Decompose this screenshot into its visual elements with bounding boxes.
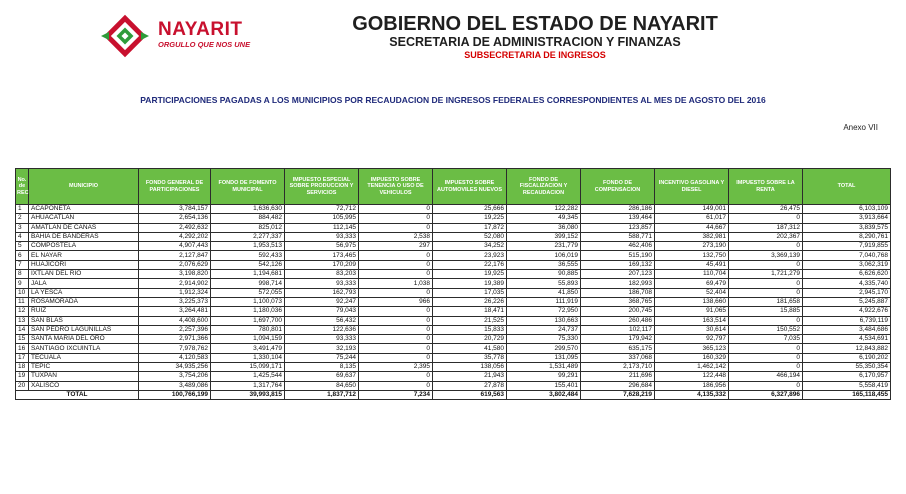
table-header-row — [16, 169, 891, 205]
column-header: MUNICIPIO — [29, 169, 139, 205]
amount-cell: 2,654,136 — [139, 214, 211, 223]
amount-cell: 21,525 — [433, 316, 507, 325]
amount-cell: 337,068 — [581, 353, 655, 362]
amount-cell: 4,907,443 — [139, 242, 211, 251]
column-header: FONDO DE COMPENSACION — [581, 169, 655, 205]
amount-cell: 3,369,139 — [729, 251, 803, 260]
row-number: 13 — [16, 316, 29, 325]
amount-cell: 382,981 — [655, 232, 729, 241]
amount-cell: 6,190,202 — [803, 353, 891, 362]
amount-cell: 19,389 — [433, 279, 507, 288]
table-row — [16, 251, 891, 260]
amount-cell: 55,350,354 — [803, 363, 891, 372]
amount-cell: 4,335,740 — [803, 279, 891, 288]
table-row — [16, 223, 891, 232]
row-number: 10 — [16, 288, 29, 297]
amount-cell: 93,333 — [285, 232, 359, 241]
amount-cell: 163,514 — [655, 316, 729, 325]
municipality-name: AHUACATLAN — [29, 214, 139, 223]
amount-cell: 966 — [359, 297, 433, 306]
amount-cell: 0 — [359, 270, 433, 279]
municipality-name: AMATLAN DE CAÑAS — [29, 223, 139, 232]
amount-cell: 162,793 — [285, 288, 359, 297]
amount-cell: 52,080 — [433, 232, 507, 241]
amount-cell: 34,252 — [433, 242, 507, 251]
column-header: IMPUESTO ESPECIAL SOBRE PRODUCCION Y SERVICIOS — [285, 169, 359, 205]
amount-cell: 296,684 — [581, 381, 655, 390]
amount-cell: 2,945,170 — [803, 288, 891, 297]
amount-cell: 4,534,691 — [803, 335, 891, 344]
column-header: INCENTIVO GASOLINA Y DIESEL — [655, 169, 729, 205]
amount-cell: 91,065 — [655, 307, 729, 316]
subsecretariat-title: SUBSECRETARIA DE INGRESOS — [464, 50, 606, 60]
amount-cell: 27,878 — [433, 381, 507, 390]
amount-cell: 0 — [729, 242, 803, 251]
amount-cell: 260,486 — [581, 316, 655, 325]
amount-cell: 44,667 — [655, 223, 729, 232]
row-number: 7 — [16, 260, 29, 269]
amount-cell: 2,257,396 — [139, 325, 211, 334]
amount-cell: 5,245,887 — [803, 297, 891, 306]
row-number: 1 — [16, 205, 29, 214]
amount-cell: 3,784,157 — [139, 205, 211, 214]
column-header: FONDO DE FISCALIZACION Y RECAUDACION — [507, 169, 581, 205]
brand-block — [158, 20, 250, 49]
amount-cell: 0 — [729, 381, 803, 390]
municipality-name: SAN PEDRO LAGUNILLAS — [29, 325, 139, 334]
municipality-name: JALA — [29, 279, 139, 288]
amount-cell: 75,244 — [285, 353, 359, 362]
amount-cell: 1,180,036 — [211, 307, 285, 316]
municipality-name: TUXPAN — [29, 372, 139, 381]
amount-cell: 21,943 — [433, 372, 507, 381]
amount-cell: 0 — [359, 205, 433, 214]
amount-cell: 56,975 — [285, 242, 359, 251]
amount-cell: 0 — [359, 316, 433, 325]
amount-cell: 3,225,373 — [139, 297, 211, 306]
row-number: 3 — [16, 223, 29, 232]
municipality-name: ROSAMORADA — [29, 297, 139, 306]
amount-cell: 211,696 — [581, 372, 655, 381]
amount-cell: 4,120,583 — [139, 353, 211, 362]
amount-cell: 6,170,957 — [803, 372, 891, 381]
amount-cell: 139,464 — [581, 214, 655, 223]
row-number: 2 — [16, 214, 29, 223]
amount-cell: 0 — [729, 260, 803, 269]
amount-cell: 93,333 — [285, 335, 359, 344]
row-number: 20 — [16, 381, 29, 390]
amount-cell: 69,479 — [655, 279, 729, 288]
amount-cell: 572,055 — [211, 288, 285, 297]
amount-cell: 72,950 — [507, 307, 581, 316]
amount-cell: 592,433 — [211, 251, 285, 260]
amount-cell: 15,885 — [729, 307, 803, 316]
amount-cell: 3,198,820 — [139, 270, 211, 279]
amount-cell: 179,942 — [581, 335, 655, 344]
amount-cell: 17,872 — [433, 223, 507, 232]
amount-cell: 1,531,489 — [507, 363, 581, 372]
municipality-name: LA YESCA — [29, 288, 139, 297]
municipality-name: SANTA MARIA DEL ORO — [29, 335, 139, 344]
amount-cell: 200,745 — [581, 307, 655, 316]
table-row — [16, 353, 891, 362]
amount-cell: 1,636,630 — [211, 205, 285, 214]
amount-cell: 6,103,109 — [803, 205, 891, 214]
amount-cell: 273,190 — [655, 242, 729, 251]
amount-cell: 7,919,855 — [803, 242, 891, 251]
amount-cell: 169,132 — [581, 260, 655, 269]
table-row — [16, 372, 891, 381]
table-row — [16, 297, 891, 306]
government-header — [300, 13, 770, 61]
amount-cell: 2,492,632 — [139, 223, 211, 232]
amount-cell: 1,038 — [359, 279, 433, 288]
amount-cell: 7,035 — [729, 335, 803, 344]
municipality-name: HUAJICORI — [29, 260, 139, 269]
amount-cell: 26,226 — [433, 297, 507, 306]
amount-cell: 19,925 — [433, 270, 507, 279]
amount-cell: 1,330,104 — [211, 353, 285, 362]
amount-cell: 0 — [729, 279, 803, 288]
amount-cell: 0 — [359, 214, 433, 223]
total-amount-cell: 7,234 — [359, 390, 433, 399]
municipality-name: RUIZ — [29, 307, 139, 316]
total-amount-cell: 3,802,484 — [507, 390, 581, 399]
row-number: 6 — [16, 251, 29, 260]
amount-cell: 2,277,337 — [211, 232, 285, 241]
amount-cell: 36,080 — [507, 223, 581, 232]
row-number: 8 — [16, 270, 29, 279]
amount-cell: 1,425,544 — [211, 372, 285, 381]
amount-cell: 8,290,761 — [803, 232, 891, 241]
amount-cell: 90,885 — [507, 270, 581, 279]
amount-cell: 3,839,575 — [803, 223, 891, 232]
amount-cell: 2,395 — [359, 363, 433, 372]
amount-cell: 780,801 — [211, 325, 285, 334]
table-row — [16, 270, 891, 279]
row-number: 5 — [16, 242, 29, 251]
report-title: PARTICIPACIONES PAGADAS A LOS MUNICIPIOS POR RECAUDACION DE INGRESOS FEDERALES CORRESPONDIENTES AL MES DE AGOSTO DEL 2016 — [140, 95, 766, 105]
row-number: 4 — [16, 232, 29, 241]
municipality-name: ACAPONETA — [29, 205, 139, 214]
table-row — [16, 205, 891, 214]
amount-cell: 0 — [729, 353, 803, 362]
amount-cell: 17,035 — [433, 288, 507, 297]
amount-cell: 399,152 — [507, 232, 581, 241]
amount-cell: 34,935,256 — [139, 363, 211, 372]
total-amount-cell: 7,628,219 — [581, 390, 655, 399]
amount-cell: 187,312 — [729, 223, 803, 232]
column-header: IMPUESTO SOBRE AUTOMOVILES NUEVOS — [433, 169, 507, 205]
amount-cell: 3,062,319 — [803, 260, 891, 269]
municipality-name: SANTIAGO IXCUINTLA — [29, 344, 139, 353]
amount-cell: 0 — [359, 344, 433, 353]
amount-cell: 173,465 — [285, 251, 359, 260]
amount-cell: 24,737 — [507, 325, 581, 334]
amount-cell: 3,264,481 — [139, 307, 211, 316]
table-row — [16, 316, 891, 325]
amount-cell: 138,660 — [655, 297, 729, 306]
amount-cell: 286,186 — [581, 205, 655, 214]
amount-cell: 26,475 — [729, 205, 803, 214]
row-number: 19 — [16, 372, 29, 381]
amount-cell: 122,636 — [285, 325, 359, 334]
table-row — [16, 214, 891, 223]
amount-cell: 3,484,686 — [803, 325, 891, 334]
amount-cell: 123,857 — [581, 223, 655, 232]
amount-cell: 3,913,664 — [803, 214, 891, 223]
table-row — [16, 325, 891, 334]
amount-cell: 25,666 — [433, 205, 507, 214]
municipality-name: BAHIA DE BANDERAS — [29, 232, 139, 241]
amount-cell: 4,408,600 — [139, 316, 211, 325]
participations-table — [15, 168, 891, 400]
total-amount-cell: 100,766,199 — [139, 390, 211, 399]
amount-cell: 0 — [729, 214, 803, 223]
table-row — [16, 363, 891, 372]
amount-cell: 182,993 — [581, 279, 655, 288]
amount-cell: 588,771 — [581, 232, 655, 241]
amount-cell: 1,094,159 — [211, 335, 285, 344]
total-amount-cell: 39,993,815 — [211, 390, 285, 399]
amount-cell: 202,367 — [729, 232, 803, 241]
amount-cell: 15,833 — [433, 325, 507, 334]
municipality-name: EL NAYAR — [29, 251, 139, 260]
row-number: 11 — [16, 297, 29, 306]
table-row — [16, 307, 891, 316]
amount-cell: 45,491 — [655, 260, 729, 269]
secretariat-title: SECRETARIA DE ADMINISTRACION Y FINANZAS — [389, 35, 681, 49]
column-header: FONDO DE FOMENTO MUNICIPAL — [211, 169, 285, 205]
amount-cell: 49,345 — [507, 214, 581, 223]
amount-cell: 186,708 — [581, 288, 655, 297]
amount-cell: 122,448 — [655, 372, 729, 381]
amount-cell: 3,489,086 — [139, 381, 211, 390]
row-number: 16 — [16, 344, 29, 353]
row-number: 15 — [16, 335, 29, 344]
amount-cell: 207,123 — [581, 270, 655, 279]
amount-cell: 30,614 — [655, 325, 729, 334]
total-row — [16, 390, 891, 399]
row-number: 14 — [16, 325, 29, 334]
amount-cell: 138,056 — [433, 363, 507, 372]
total-label: TOTAL — [16, 390, 139, 399]
amount-cell: 20,729 — [433, 335, 507, 344]
amount-cell: 515,190 — [581, 251, 655, 260]
amount-cell: 0 — [359, 251, 433, 260]
amount-cell: 884,482 — [211, 214, 285, 223]
amount-cell: 131,095 — [507, 353, 581, 362]
table-row — [16, 288, 891, 297]
amount-cell: 106,019 — [507, 251, 581, 260]
municipality-name: IXTLAN DEL RIO — [29, 270, 139, 279]
amount-cell: 368,765 — [581, 297, 655, 306]
amount-cell: 2,173,710 — [581, 363, 655, 372]
amount-cell: 5,558,419 — [803, 381, 891, 390]
annex-label: Anexo VII — [843, 123, 878, 132]
amount-cell: 0 — [359, 260, 433, 269]
amount-cell: 365,123 — [655, 344, 729, 353]
column-header: TOTAL — [803, 169, 891, 205]
amount-cell: 7,978,762 — [139, 344, 211, 353]
amount-cell: 22,176 — [433, 260, 507, 269]
amount-cell: 149,001 — [655, 205, 729, 214]
amount-cell: 12,843,882 — [803, 344, 891, 353]
row-number: 12 — [16, 307, 29, 316]
table-row — [16, 335, 891, 344]
amount-cell: 150,552 — [729, 325, 803, 334]
amount-cell: 998,714 — [211, 279, 285, 288]
amount-cell: 4,292,202 — [139, 232, 211, 241]
table-row — [16, 279, 891, 288]
amount-cell: 111,919 — [507, 297, 581, 306]
municipality-name: TEPIC — [29, 363, 139, 372]
amount-cell: 2,076,629 — [139, 260, 211, 269]
amount-cell: 635,175 — [581, 344, 655, 353]
amount-cell: 18,471 — [433, 307, 507, 316]
amount-cell: 36,555 — [507, 260, 581, 269]
amount-cell: 155,401 — [507, 381, 581, 390]
table-row — [16, 381, 891, 390]
amount-cell: 130,663 — [507, 316, 581, 325]
amount-cell: 56,432 — [285, 316, 359, 325]
amount-cell: 231,779 — [507, 242, 581, 251]
amount-cell: 0 — [359, 307, 433, 316]
amount-cell: 1,194,681 — [211, 270, 285, 279]
total-amount-cell: 1,837,712 — [285, 390, 359, 399]
amount-cell: 0 — [729, 288, 803, 297]
amount-cell: 41,580 — [433, 344, 507, 353]
nayarit-logo-icon — [95, 12, 155, 60]
column-header: IMPUESTO SOBRE TENENCIA O USO DE VEHICULOS — [359, 169, 433, 205]
amount-cell: 0 — [359, 372, 433, 381]
amount-cell: 23,923 — [433, 251, 507, 260]
amount-cell: 75,330 — [507, 335, 581, 344]
amount-cell: 83,203 — [285, 270, 359, 279]
column-header: FONDO GENERAL DE PARTICIPACIONES — [139, 169, 211, 205]
column-header: No. de REC — [16, 169, 29, 205]
government-title: GOBIERNO DEL ESTADO DE NAYARIT — [352, 13, 718, 35]
amount-cell: 61,017 — [655, 214, 729, 223]
amount-cell: 1,912,324 — [139, 288, 211, 297]
table-row — [16, 344, 891, 353]
amount-cell: 1,697,700 — [211, 316, 285, 325]
amount-cell: 72,712 — [285, 205, 359, 214]
amount-cell: 2,538 — [359, 232, 433, 241]
municipality-name: TECUALA — [29, 353, 139, 362]
amount-cell: 2,971,366 — [139, 335, 211, 344]
amount-cell: 0 — [359, 288, 433, 297]
amount-cell: 0 — [729, 363, 803, 372]
brand-slogan: ORGULLO QUE NOS UNE — [158, 40, 251, 49]
amount-cell: 0 — [359, 381, 433, 390]
table-row — [16, 260, 891, 269]
amount-cell: 170,209 — [285, 260, 359, 269]
municipality-name: COMPOSTELA — [29, 242, 139, 251]
table-row — [16, 242, 891, 251]
amount-cell: 542,126 — [211, 260, 285, 269]
amount-cell: 0 — [359, 325, 433, 334]
amount-cell: 15,099,171 — [211, 363, 285, 372]
amount-cell: 0 — [359, 335, 433, 344]
amount-cell: 0 — [729, 316, 803, 325]
table-row — [16, 232, 891, 241]
amount-cell: 32,193 — [285, 344, 359, 353]
amount-cell: 1,100,073 — [211, 297, 285, 306]
amount-cell: 110,704 — [655, 270, 729, 279]
total-amount-cell: 619,563 — [433, 390, 507, 399]
amount-cell: 3,754,206 — [139, 372, 211, 381]
amount-cell: 1,953,513 — [211, 242, 285, 251]
row-number: 18 — [16, 363, 29, 372]
amount-cell: 825,012 — [211, 223, 285, 232]
amount-cell: 299,570 — [507, 344, 581, 353]
amount-cell: 1,317,764 — [211, 381, 285, 390]
amount-cell: 35,778 — [433, 353, 507, 362]
amount-cell: 2,127,847 — [139, 251, 211, 260]
amount-cell: 2,914,902 — [139, 279, 211, 288]
amount-cell: 41,850 — [507, 288, 581, 297]
amount-cell: 19,225 — [433, 214, 507, 223]
amount-cell: 122,282 — [507, 205, 581, 214]
amount-cell: 1,462,142 — [655, 363, 729, 372]
amount-cell: 6,739,119 — [803, 316, 891, 325]
amount-cell: 0 — [359, 353, 433, 362]
amount-cell: 6,626,620 — [803, 270, 891, 279]
total-amount-cell: 165,118,455 — [803, 390, 891, 399]
amount-cell: 7,040,768 — [803, 251, 891, 260]
row-number: 17 — [16, 353, 29, 362]
amount-cell: 160,329 — [655, 353, 729, 362]
municipality-name: XALISCO — [29, 381, 139, 390]
amount-cell: 92,247 — [285, 297, 359, 306]
row-number: 9 — [16, 279, 29, 288]
amount-cell: 297 — [359, 242, 433, 251]
municipality-name: SAN BLAS — [29, 316, 139, 325]
amount-cell: 93,333 — [285, 279, 359, 288]
amount-cell: 181,658 — [729, 297, 803, 306]
total-amount-cell: 4,135,332 — [655, 390, 729, 399]
amount-cell: 92,797 — [655, 335, 729, 344]
amount-cell: 99,291 — [507, 372, 581, 381]
amount-cell: 52,404 — [655, 288, 729, 297]
amount-cell: 112,145 — [285, 223, 359, 232]
amount-cell: 79,043 — [285, 307, 359, 316]
total-amount-cell: 6,327,896 — [729, 390, 803, 399]
amount-cell: 1,721,279 — [729, 270, 803, 279]
amount-cell: 0 — [359, 223, 433, 232]
amount-cell: 55,893 — [507, 279, 581, 288]
amount-cell: 105,995 — [285, 214, 359, 223]
amount-cell: 3,491,479 — [211, 344, 285, 353]
amount-cell: 84,650 — [285, 381, 359, 390]
amount-cell: 4,922,676 — [803, 307, 891, 316]
amount-cell: 132,750 — [655, 251, 729, 260]
brand-name: NAYARIT — [158, 19, 243, 40]
amount-cell: 8,135 — [285, 363, 359, 372]
amount-cell: 466,194 — [729, 372, 803, 381]
amount-cell: 69,637 — [285, 372, 359, 381]
amount-cell: 0 — [729, 344, 803, 353]
amount-cell: 186,956 — [655, 381, 729, 390]
amount-cell: 102,117 — [581, 325, 655, 334]
amount-cell: 462,406 — [581, 242, 655, 251]
column-header: IMPUESTO SOBRE LA RENTA — [729, 169, 803, 205]
